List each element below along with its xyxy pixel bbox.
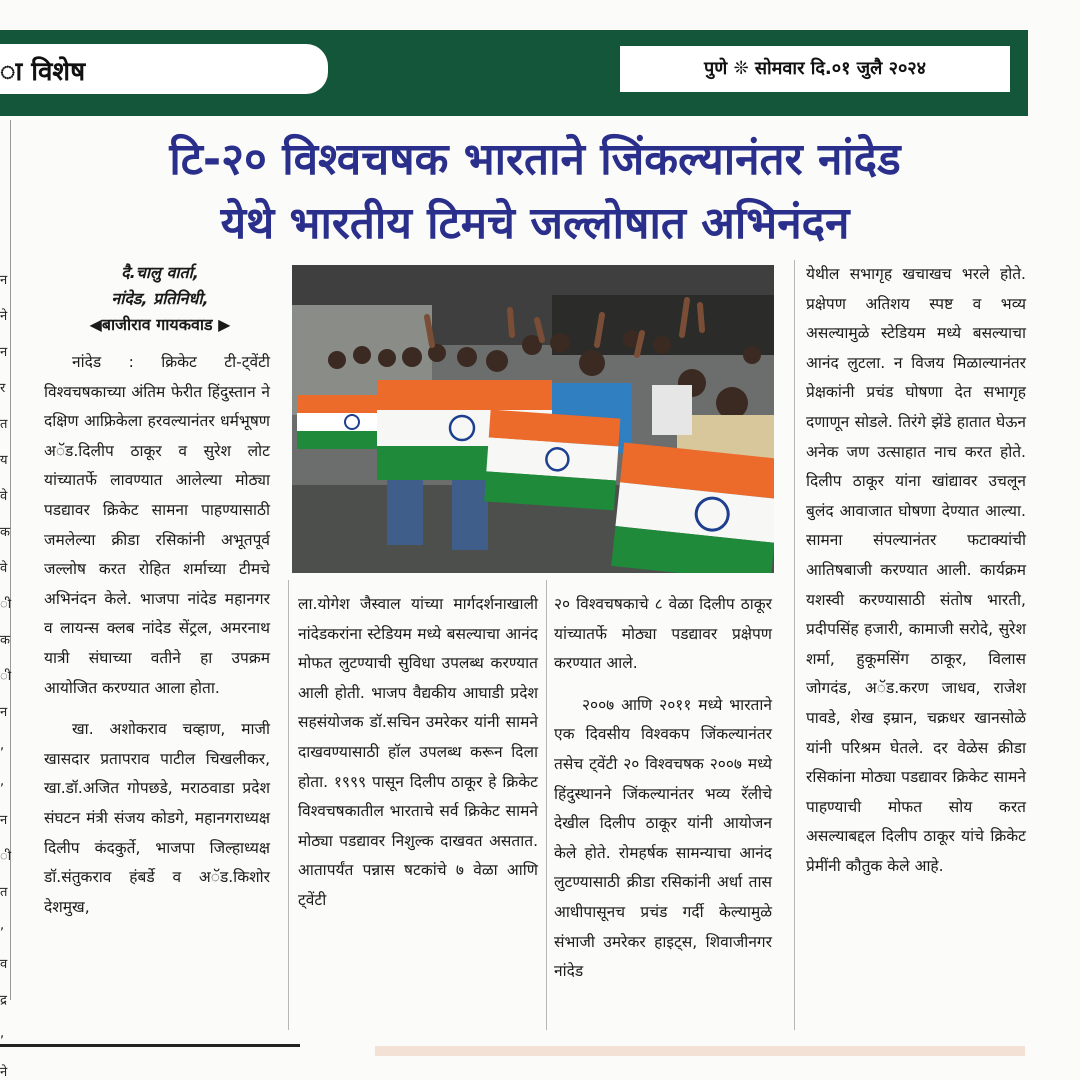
article-column-3 bbox=[554, 590, 772, 987]
paragraph: २० विश्वचषकाचे ८ वेळा दिलीप ठाकूर यांच्यातर्फे मोठ्या पडद्यावर प्रक्षेपण करण्यात आले. bbox=[554, 595, 772, 673]
left-strip-fragment: ी bbox=[0, 597, 12, 612]
paragraph: ला.योगेश जैस्वाल यांच्या मार्गदर्शनाखाली नांदेडकरांना स्टेडियम मध्ये बसल्याचा आनंद मोफत लुटण्याची सुविधा उपलब्ध करण्यात आली होती. भाजप वैद्यकीय आघाडी प्रदेश सहसंयोजक डॉ.सचिन उमरेकर यांनी सामने दाखवण्यासाठी हॉल उपलब्ध करून दिला होता. १९९९ पासून दिलीप ठाकूर हे क्रिकेट विश्वचषकातील भारताचे सर्व क्रिकेट सामने मोठ्या पडद्यावर निशुल्क दाखवत असतात. आतापर्यंत पन्नास षटकांचे ७ वेळा आणि ट्वेंटी bbox=[298, 595, 538, 909]
left-strip-fragment: व bbox=[0, 957, 8, 972]
article-column-2 bbox=[298, 590, 538, 916]
left-strip-fragment: क bbox=[0, 525, 10, 540]
left-strip-fragment: न bbox=[0, 705, 8, 720]
left-strip-fragment: न bbox=[0, 345, 8, 360]
left-strip-fragment: वे bbox=[0, 489, 8, 504]
article-column-1 bbox=[44, 348, 270, 922]
dateline: पुणे ❊ सोमवार दि.०१ जुलै २०२४ bbox=[618, 44, 1012, 94]
celebration-photo bbox=[292, 265, 774, 573]
headline bbox=[40, 128, 1030, 256]
left-strip-fragment: य bbox=[0, 453, 8, 468]
paragraph: २००७ आणि २०११ मध्ये भारताने एक दिवसीय विश्वकप जिंकल्यानंतर तसेच ट्वेंटी २० विश्वचषक २००७ मध्ये हिंदुस्थानने जिंकल्यानंतर भव्य रॅलीचे देखील दिलीप ठाकूर यांनी आयोजन केले होते. रोमहर्षक सामन्याचा आनंद लुटण्यासाठी क्रीडा रसिकांनी अर्धा तास आधीपासूनच प्रचंड गर्दी केल्यामुळे संभाजी उमरेकर हाइट्स, शिवाजीनगर नांदेड bbox=[554, 695, 772, 981]
paragraph: येथील सभागृह खचाखच भरले होते. प्रक्षेपण अतिशय स्पष्ट व भव्य असल्यामुळे स्टेडियम मध्ये बसल्याचा आनंद लुटला. न विजय मिळाल्यानंतर प्रेक्षकांनी प्रचंड घोषणा देत सभागृह दणाणून सोडले. तिरंगे झेंडे हातात घेऊन अनेक जण उत्साहात नाच करत होते. दिलीप ठाकूर यांना खांद्यावर उचलून बुलंद आवाजात घोषणा देण्यात आल्या. सामना संपल्यानंतर फटाक्यांची आतिषबाजी करण्यात आली. कार्यक्रम यशस्वी करण्यासाठी संतोष भारती, प्रदीपसिंह हजारी, कामाजी सरोदे, सुरेश शर्मा, हुकूमसिंग ठाकूर, विलास जोगदंड, अॅड.करण जाधव, राजेश पावडे, शेख इम्रान, चक्रधर खानसोळे यांनी परिश्रम घेतले. दर वेळेस क्रीडा रसिकांना मोठ्या पडद्यावर क्रिकेट सामने पाहण्याची मोफत सोय करत असल्याबद्दल दिलीप ठाकूर यांचे क्रिकेट प्रेमींनी कौतुक केले आहे. bbox=[806, 265, 1026, 875]
left-strip-fragment: त bbox=[0, 885, 8, 900]
headline-line-2: येथे भारतीय टिमचे जल्लोषात अभिनंदन bbox=[220, 198, 850, 249]
left-strip-fragment: ी bbox=[0, 669, 12, 684]
headline-line-1: टि-२० विश्वचषक भारताने जिंकल्यानंतर नांदेड bbox=[169, 134, 901, 185]
left-strip-fragment: द्र bbox=[0, 993, 7, 1008]
left-strip-fragment: क bbox=[0, 633, 10, 648]
section-label: ा विशेष bbox=[0, 44, 328, 94]
left-strip-fragment: , bbox=[0, 774, 5, 789]
left-strip-fragment: , bbox=[0, 738, 5, 753]
bottom-rule bbox=[0, 1040, 1080, 1056]
left-strip-fragment: ने bbox=[0, 1065, 8, 1080]
left-strip-fragment: र bbox=[0, 381, 6, 396]
column-divider bbox=[288, 580, 289, 1030]
left-strip-fragment: , bbox=[0, 918, 5, 933]
left-strip-fragment: त bbox=[0, 417, 8, 432]
column-divider bbox=[794, 260, 795, 1030]
byline-reporter: ◀बाजीराव गायकवाड ▶ bbox=[89, 315, 231, 334]
left-strip-fragment: , bbox=[0, 1026, 5, 1041]
left-strip-fragment: न bbox=[0, 813, 8, 828]
celebration-photo-image bbox=[292, 265, 774, 573]
column-divider bbox=[546, 580, 547, 1030]
byline bbox=[44, 260, 276, 338]
left-strip-fragment: ी bbox=[0, 849, 12, 864]
left-column-fragment bbox=[0, 120, 12, 1080]
paragraph: खा. अशोकराव चव्हाण, माजी खासदार प्रतापराव पाटील चिखलीकर, खा.डॉ.अजित गोपछडे, मराठवाडा प्रदेश संघटन मंत्री संजय कोडगे, महानगराध्यक्ष दिलीप कंदकुर्ते, भाजपा जिल्हाध्यक्ष डॉ.संतुकराव हंबर्डे व अॅड.किशोर देशमुख, bbox=[44, 720, 270, 916]
left-strip-fragment: ने bbox=[0, 309, 8, 324]
left-strip-fragment: न bbox=[0, 273, 8, 288]
left-strip-fragment: वे bbox=[0, 561, 8, 576]
paragraph: नांदेड : क्रिकेट टी-ट्वेंटी विश्वचषकाच्या अंतिम फेरीत हिंदुस्तान ने दक्षिण आफ्रिकेला हरवल्यानंतर धर्मभूषण अॅड.दिलीप ठाकूर व सुरेश लोट यांच्यातर्फे लावण्यात आलेल्या मोठ्या पडद्यावर क्रिकेट सामना पाहण्यासाठी जमलेल्या क्रीडा रसिकांनी अभूतपूर्व जल्लोष करत रोहित शर्माच्या टीमचे अभिनंदन केले. भाजपा नांदेड महानगर व लायन्स क्लब नांदेड सेंट्रल, अमरनाथ यात्री संघाच्या वतीने हा उपक्रम आयोजित करण्यात आला होता. bbox=[44, 353, 270, 697]
byline-place: नांदेड, प्रतिनिधी, bbox=[111, 289, 209, 308]
article-column-4 bbox=[806, 260, 1026, 881]
byline-paper: दै.चालु वार्ता, bbox=[121, 263, 199, 282]
